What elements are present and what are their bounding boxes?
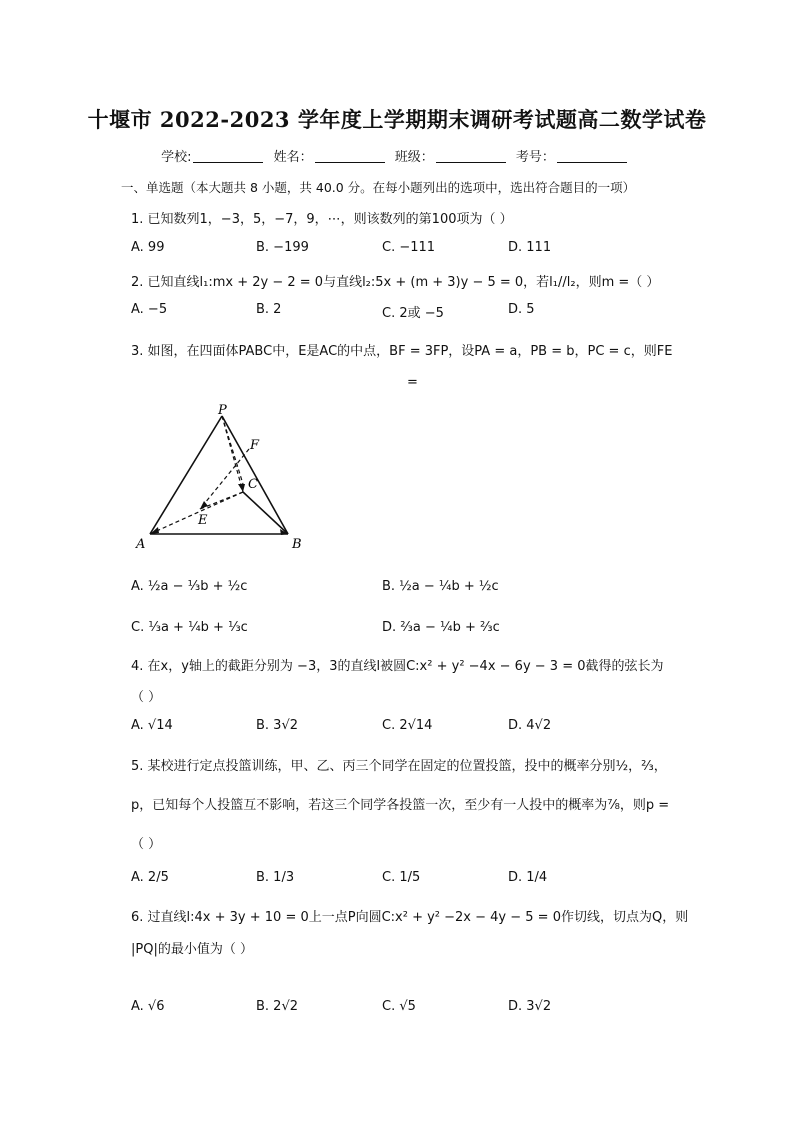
question-4-text: 4. 在x，y轴上的截距分别为 −3，3的直线l被圆C:x² + y² −4x − 6y − 3 = 0截得的弦长为 (131, 659, 664, 674)
q3-option-b[interactable]: B. ½a − ¼b + ½c (382, 579, 499, 594)
q5-option-b[interactable]: B. 1/3 (256, 870, 295, 885)
q1-option-c[interactable]: C. −111 (382, 240, 436, 255)
edge-pa (150, 416, 222, 534)
question-3-text: 3. 如图，在四面体PABC中，E是AC的中点，BF = 3FP，设PA = a，PB = b，PC = c，则FE (131, 344, 673, 359)
label-a: A (136, 537, 146, 552)
school-label: 学校: (161, 150, 192, 165)
tetrahedron-figure (134, 404, 314, 554)
edge-pc (222, 416, 243, 492)
question-4-paren: （ ） (131, 690, 162, 705)
q1-option-b[interactable]: B. −199 (256, 240, 309, 255)
arrow-c (238, 484, 245, 492)
q3-option-d[interactable]: D. ⅔a − ¼b + ⅔c (382, 620, 500, 635)
label-b: B (292, 537, 302, 552)
question-5-text-2: p，已知每个人投篮互不影响，若这三个同学各投篮一次，至少有一人投中的概率为⅞，则p = (131, 798, 670, 813)
q5-option-a[interactable]: A. 2/5 (131, 870, 169, 885)
q1-option-d[interactable]: D. 111 (508, 240, 552, 255)
q2-option-d[interactable]: D. 5 (508, 302, 535, 317)
student-info-row (0, 146, 794, 165)
q5-option-c[interactable]: C. 1/5 (382, 870, 421, 885)
question-5-paren: （ ） (131, 837, 162, 852)
question-1-text: 1. 已知数列1，−3，5，−7，9，⋯，则该数列的第100项为（ ） (131, 212, 513, 227)
vector-pa-dir (222, 416, 243, 484)
edge-pb (222, 416, 288, 534)
school-blank[interactable] (193, 162, 263, 163)
name-label: 姓名： (273, 150, 313, 165)
number-blank[interactable] (557, 162, 627, 163)
class-blank[interactable] (436, 162, 506, 163)
label-p: P (218, 404, 227, 418)
question-6-text-2: |PQ|的最小值为（ ） (131, 942, 253, 957)
class-label: 班级： (394, 150, 434, 165)
question-5-text: 5. 某校进行定点投篮训练，甲、乙、丙三个同学在固定的位置投篮，投中的概率分别½，⅔， (131, 759, 667, 774)
q1-option-a[interactable]: A. 99 (131, 240, 165, 255)
q2-option-c[interactable]: C. 2或 −5 (382, 306, 444, 321)
q2-option-a[interactable]: A. −5 (131, 302, 168, 317)
edge-ac (150, 492, 243, 534)
q4-option-d[interactable]: D. 4√2 (508, 718, 552, 733)
question-3-equals: = (407, 375, 418, 390)
name-blank[interactable] (315, 162, 385, 163)
page-title: 十堰市 2022-2023 学年度上学期期末调研考试题高二数学试卷 (87, 107, 707, 132)
q3-option-a[interactable]: A. ½a − ⅓b + ½c (131, 579, 248, 594)
label-e: E (198, 513, 208, 528)
q4-option-a[interactable]: A. √14 (131, 718, 173, 733)
q2-option-b[interactable]: B. 2 (256, 302, 282, 317)
q4-option-c[interactable]: C. 2√14 (382, 718, 433, 733)
label-f: F (250, 438, 260, 453)
q6-option-a[interactable]: A. √6 (131, 999, 165, 1014)
number-label: 考号： (515, 150, 555, 165)
q5-option-d[interactable]: D. 1/4 (508, 870, 548, 885)
q6-option-d[interactable]: D. 3√2 (508, 999, 552, 1014)
q4-option-b[interactable]: B. 3√2 (256, 718, 299, 733)
edge-cb (243, 492, 288, 534)
q6-option-b[interactable]: B. 2√2 (256, 999, 299, 1014)
question-6-text: 6. 过直线l:4x + 3y + 10 = 0上一点P向圆C:x² + y² −2x − 4y − 5 = 0作切线，切点为Q，则 (131, 910, 689, 925)
label-c: C (248, 477, 258, 492)
q6-option-c[interactable]: C. √5 (382, 999, 416, 1014)
q3-option-c[interactable]: C. ⅓a + ¼b + ⅓c (131, 620, 248, 635)
section-heading: 一、单选题（本大题共 8 小题，共 40.0 分。在每小题列出的选项中，选出符合题目的一项） (121, 180, 636, 195)
question-2-text: 2. 已知直线l₁:mx + 2y − 2 = 0与直线l₂:5x + (m + 3)y − 5 = 0，若l₁//l₂，则m =（ ） (131, 275, 660, 290)
